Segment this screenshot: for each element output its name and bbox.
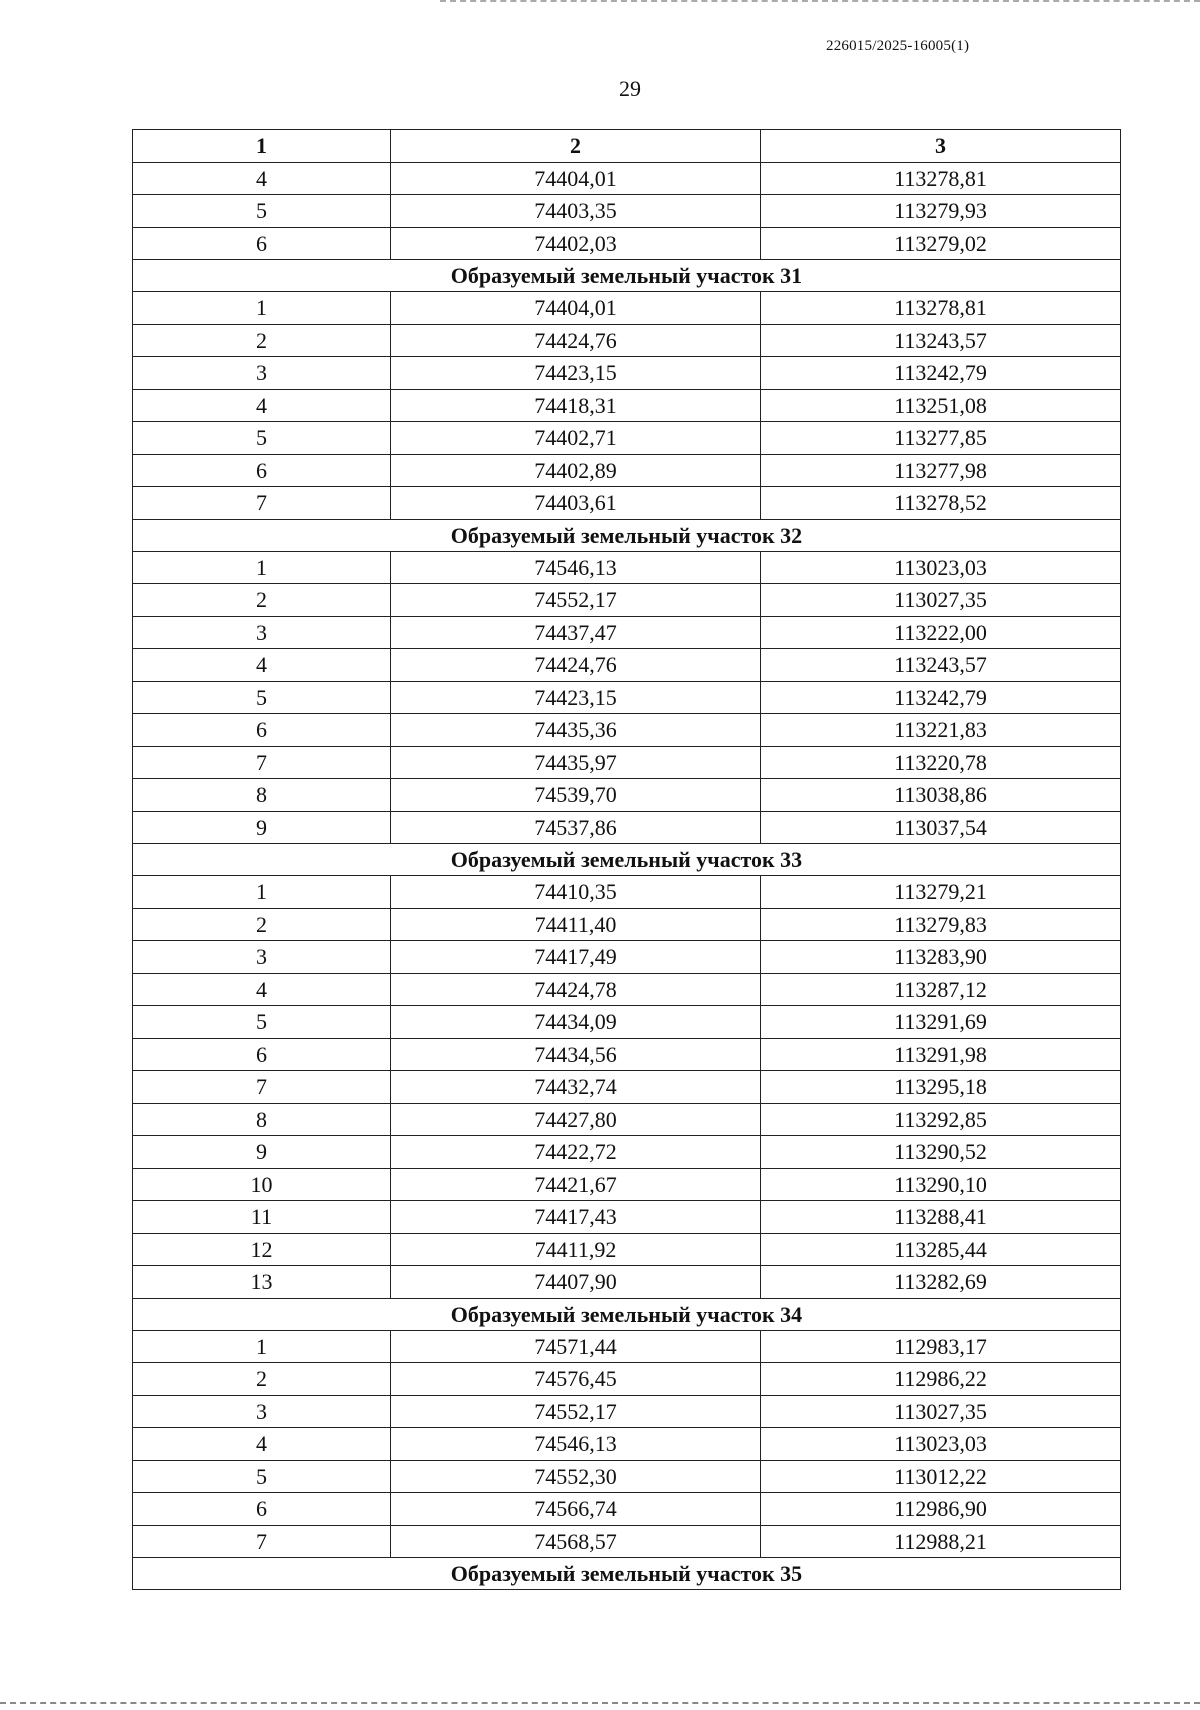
y-coordinate-cell: 113023,03	[761, 551, 1121, 584]
table-row	[133, 973, 1121, 1006]
x-coordinate-cell: 74411,40	[391, 908, 761, 941]
table-row	[133, 1136, 1121, 1169]
section-title-row	[133, 260, 1121, 292]
page-number: 29	[619, 76, 641, 101]
y-coordinate-cell: 113295,18	[761, 1071, 1121, 1104]
y-coordinate-cell: 112988,21	[761, 1525, 1121, 1558]
point-number-cell: 4	[133, 649, 391, 682]
table-row	[133, 941, 1121, 974]
x-coordinate-cell: 74571,44	[391, 1330, 761, 1363]
column-header: 1	[133, 130, 391, 163]
table-row	[133, 746, 1121, 779]
point-number-cell: 6	[133, 1038, 391, 1071]
point-number-cell: 7	[133, 746, 391, 779]
table-row	[133, 1493, 1121, 1526]
table-row	[133, 551, 1121, 584]
section-title-row	[133, 519, 1121, 551]
table-row	[133, 1363, 1121, 1396]
point-number-cell: 10	[133, 1168, 391, 1201]
x-coordinate-cell: 74437,47	[391, 616, 761, 649]
x-coordinate-cell: 74403,61	[391, 487, 761, 520]
document-id: 226015/2025-16005(1)	[826, 38, 970, 54]
table-row	[133, 1201, 1121, 1234]
table-header-row	[133, 130, 1121, 163]
x-coordinate-cell: 74537,86	[391, 811, 761, 844]
point-number-cell: 5	[133, 195, 391, 228]
y-coordinate-cell: 113290,52	[761, 1136, 1121, 1169]
y-coordinate-cell: 113282,69	[761, 1266, 1121, 1299]
table-row	[133, 1103, 1121, 1136]
point-number-cell: 7	[133, 1071, 391, 1104]
table-row	[133, 389, 1121, 422]
column-header: 2	[391, 130, 761, 163]
table-row	[133, 811, 1121, 844]
point-number-cell: 5	[133, 1460, 391, 1493]
point-number-cell: 3	[133, 616, 391, 649]
table-row	[133, 292, 1121, 325]
y-coordinate-cell: 113220,78	[761, 746, 1121, 779]
x-coordinate-cell: 74424,76	[391, 324, 761, 357]
y-coordinate-cell: 113243,57	[761, 649, 1121, 682]
section-title: Образуемый земельный участок 31	[133, 260, 1121, 292]
y-coordinate-cell: 113278,52	[761, 487, 1121, 520]
table-row	[133, 454, 1121, 487]
point-number-cell: 4	[133, 973, 391, 1006]
x-coordinate-cell: 74417,43	[391, 1201, 761, 1234]
table-row	[133, 584, 1121, 617]
point-number-cell: 9	[133, 1136, 391, 1169]
table-row	[133, 714, 1121, 747]
y-coordinate-cell: 113287,12	[761, 973, 1121, 1006]
table-row	[133, 1395, 1121, 1428]
table-row	[133, 1525, 1121, 1558]
x-coordinate-cell: 74435,97	[391, 746, 761, 779]
point-number-cell: 6	[133, 1493, 391, 1526]
scan-edge-bottom	[0, 1702, 1200, 1704]
column-header: 3	[761, 130, 1121, 163]
table-row	[133, 649, 1121, 682]
point-number-cell: 4	[133, 389, 391, 422]
y-coordinate-cell: 113291,69	[761, 1006, 1121, 1039]
table-row	[133, 1168, 1121, 1201]
x-coordinate-cell: 74417,49	[391, 941, 761, 974]
y-coordinate-cell: 113221,83	[761, 714, 1121, 747]
x-coordinate-cell: 74424,78	[391, 973, 761, 1006]
y-coordinate-cell: 113288,41	[761, 1201, 1121, 1234]
point-number-cell: 3	[133, 941, 391, 974]
point-number-cell: 12	[133, 1233, 391, 1266]
point-number-cell: 1	[133, 551, 391, 584]
point-number-cell: 5	[133, 1006, 391, 1039]
point-number-cell: 2	[133, 584, 391, 617]
y-coordinate-cell: 113242,79	[761, 357, 1121, 390]
point-number-cell: 1	[133, 1330, 391, 1363]
y-coordinate-cell: 113242,79	[761, 681, 1121, 714]
point-number-cell: 4	[133, 1428, 391, 1461]
y-coordinate-cell: 113278,81	[761, 162, 1121, 195]
y-coordinate-cell: 113023,03	[761, 1428, 1121, 1461]
y-coordinate-cell: 112986,22	[761, 1363, 1121, 1396]
x-coordinate-cell: 74402,71	[391, 422, 761, 455]
y-coordinate-cell: 113243,57	[761, 324, 1121, 357]
point-number-cell: 6	[133, 714, 391, 747]
x-coordinate-cell: 74435,36	[391, 714, 761, 747]
y-coordinate-cell: 112983,17	[761, 1330, 1121, 1363]
point-number-cell: 11	[133, 1201, 391, 1234]
x-coordinate-cell: 74410,35	[391, 876, 761, 909]
point-number-cell: 13	[133, 1266, 391, 1299]
table-row	[133, 1071, 1121, 1104]
point-number-cell: 3	[133, 1395, 391, 1428]
x-coordinate-cell: 74423,15	[391, 357, 761, 390]
x-coordinate-cell: 74568,57	[391, 1525, 761, 1558]
x-coordinate-cell: 74421,67	[391, 1168, 761, 1201]
table-row	[133, 779, 1121, 812]
table-body	[133, 162, 1121, 1590]
section-title: Образуемый земельный участок 33	[133, 844, 1121, 876]
table-row	[133, 195, 1121, 228]
x-coordinate-cell: 74423,15	[391, 681, 761, 714]
y-coordinate-cell: 113027,35	[761, 1395, 1121, 1428]
y-coordinate-cell: 113277,85	[761, 422, 1121, 455]
x-coordinate-cell: 74404,01	[391, 162, 761, 195]
table-row	[133, 908, 1121, 941]
point-number-cell: 2	[133, 324, 391, 357]
x-coordinate-cell: 74403,35	[391, 195, 761, 228]
table-row	[133, 1006, 1121, 1039]
y-coordinate-cell: 113038,86	[761, 779, 1121, 812]
table-row	[133, 1233, 1121, 1266]
section-title-row	[133, 1298, 1121, 1330]
y-coordinate-cell: 113291,98	[761, 1038, 1121, 1071]
x-coordinate-cell: 74434,56	[391, 1038, 761, 1071]
y-coordinate-cell: 113277,98	[761, 454, 1121, 487]
point-number-cell: 7	[133, 1525, 391, 1558]
x-coordinate-cell: 74552,17	[391, 584, 761, 617]
point-number-cell: 1	[133, 292, 391, 325]
x-coordinate-cell: 74422,72	[391, 1136, 761, 1169]
y-coordinate-cell: 113283,90	[761, 941, 1121, 974]
x-coordinate-cell: 74402,89	[391, 454, 761, 487]
y-coordinate-cell: 113037,54	[761, 811, 1121, 844]
table-row	[133, 1428, 1121, 1461]
y-coordinate-cell: 113279,83	[761, 908, 1121, 941]
y-coordinate-cell: 112986,90	[761, 1493, 1121, 1526]
table-row	[133, 1266, 1121, 1299]
point-number-cell: 3	[133, 357, 391, 390]
x-coordinate-cell: 74432,74	[391, 1071, 761, 1104]
x-coordinate-cell: 74552,30	[391, 1460, 761, 1493]
x-coordinate-cell: 74566,74	[391, 1493, 761, 1526]
table-row	[133, 162, 1121, 195]
table-row	[133, 1460, 1121, 1493]
x-coordinate-cell: 74576,45	[391, 1363, 761, 1396]
y-coordinate-cell: 113012,22	[761, 1460, 1121, 1493]
section-title: Образуемый земельный участок 34	[133, 1298, 1121, 1330]
y-coordinate-cell: 113279,21	[761, 876, 1121, 909]
section-title-row	[133, 1558, 1121, 1590]
point-number-cell: 2	[133, 1363, 391, 1396]
scan-edge-top	[440, 0, 1200, 2]
table-row	[133, 422, 1121, 455]
point-number-cell: 5	[133, 422, 391, 455]
point-number-cell: 5	[133, 681, 391, 714]
x-coordinate-cell: 74546,13	[391, 551, 761, 584]
table-row	[133, 357, 1121, 390]
point-number-cell: 6	[133, 454, 391, 487]
y-coordinate-cell: 113222,00	[761, 616, 1121, 649]
x-coordinate-cell: 74424,76	[391, 649, 761, 682]
section-title: Образуемый земельный участок 32	[133, 519, 1121, 551]
x-coordinate-cell: 74402,03	[391, 227, 761, 260]
point-number-cell: 1	[133, 876, 391, 909]
x-coordinate-cell: 74434,09	[391, 1006, 761, 1039]
point-number-cell: 8	[133, 1103, 391, 1136]
section-title-row	[133, 844, 1121, 876]
point-number-cell: 2	[133, 908, 391, 941]
y-coordinate-cell: 113279,93	[761, 195, 1121, 228]
table-row	[133, 1330, 1121, 1363]
point-number-cell: 4	[133, 162, 391, 195]
table-row	[133, 616, 1121, 649]
y-coordinate-cell: 113251,08	[761, 389, 1121, 422]
point-number-cell: 7	[133, 487, 391, 520]
x-coordinate-cell: 74407,90	[391, 1266, 761, 1299]
table-row	[133, 876, 1121, 909]
x-coordinate-cell: 74552,17	[391, 1395, 761, 1428]
table-row	[133, 324, 1121, 357]
table-row	[133, 1038, 1121, 1071]
x-coordinate-cell: 74546,13	[391, 1428, 761, 1461]
coordinates-table	[132, 129, 1121, 1590]
x-coordinate-cell: 74418,31	[391, 389, 761, 422]
y-coordinate-cell: 113285,44	[761, 1233, 1121, 1266]
point-number-cell: 9	[133, 811, 391, 844]
table-row	[133, 681, 1121, 714]
point-number-cell: 8	[133, 779, 391, 812]
table-row	[133, 227, 1121, 260]
y-coordinate-cell: 113290,10	[761, 1168, 1121, 1201]
x-coordinate-cell: 74404,01	[391, 292, 761, 325]
point-number-cell: 6	[133, 227, 391, 260]
y-coordinate-cell: 113027,35	[761, 584, 1121, 617]
x-coordinate-cell: 74411,92	[391, 1233, 761, 1266]
y-coordinate-cell: 113278,81	[761, 292, 1121, 325]
coordinates-table-wrapper	[132, 129, 1120, 1590]
x-coordinate-cell: 74539,70	[391, 779, 761, 812]
y-coordinate-cell: 113279,02	[761, 227, 1121, 260]
x-coordinate-cell: 74427,80	[391, 1103, 761, 1136]
table-row	[133, 487, 1121, 520]
section-title: Образуемый земельный участок 35	[133, 1558, 1121, 1590]
y-coordinate-cell: 113292,85	[761, 1103, 1121, 1136]
